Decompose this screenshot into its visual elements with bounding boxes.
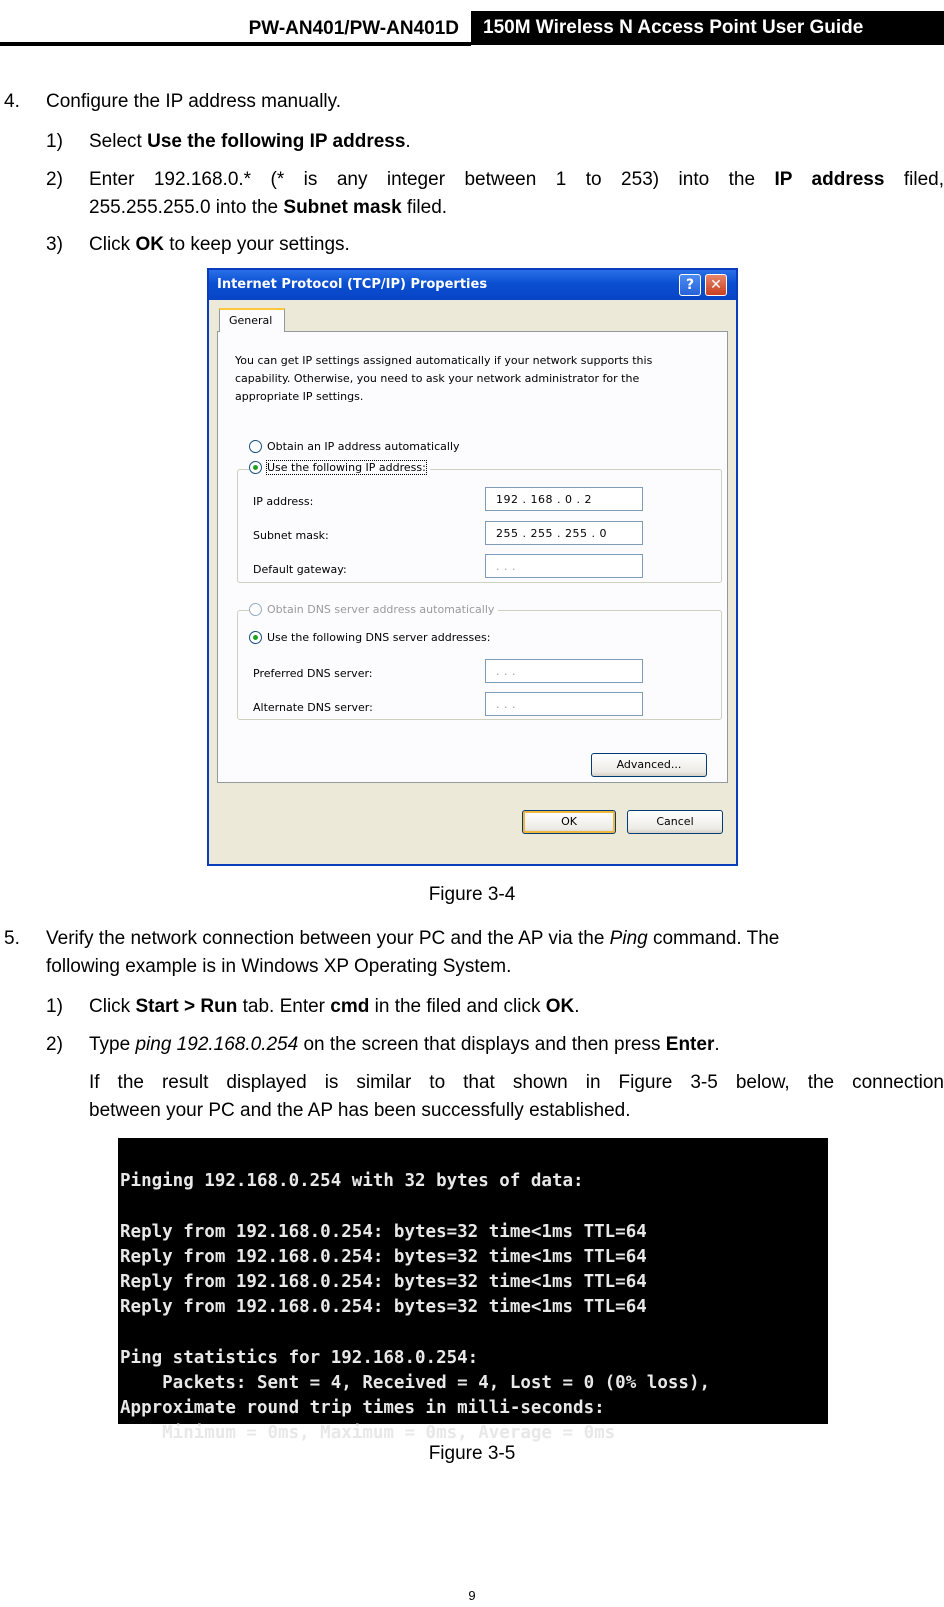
text-run: filed, bbox=[884, 169, 944, 190]
text-run: in the filed and click bbox=[369, 996, 546, 1017]
text-run: . bbox=[714, 1034, 720, 1055]
step-5-number: 5. bbox=[4, 928, 20, 949]
text-bold-run: cmd bbox=[330, 996, 370, 1017]
text-run: . bbox=[405, 131, 411, 152]
text-bold-run: IP address bbox=[774, 169, 885, 190]
default-gateway-field[interactable]: . . . bbox=[485, 554, 643, 578]
step-5-item-2-number: 2) bbox=[46, 1034, 63, 1055]
text-run: Enter 192.168.0.* (* is any integer between 1 to 253) into the bbox=[89, 169, 775, 190]
radio-obtain-dns-auto[interactable] bbox=[249, 603, 498, 616]
radio-selected-icon bbox=[249, 461, 262, 474]
step-4-item-3 bbox=[89, 231, 350, 259]
radio-selected-icon bbox=[249, 631, 262, 644]
radio-use-following-ip[interactable] bbox=[249, 461, 430, 474]
radio-use-following-ip-label: Use the following IP address: bbox=[267, 461, 426, 474]
text-run: 255.255.255.0 into the bbox=[89, 197, 284, 218]
text-run: . bbox=[574, 996, 580, 1017]
text-bold-run: Use the following IP address bbox=[147, 131, 406, 152]
default-gateway-label: Default gateway: bbox=[253, 563, 347, 576]
console-line bbox=[120, 1320, 828, 1345]
alternate-dns-field[interactable]: . . . bbox=[485, 692, 643, 716]
text-run: command. The bbox=[647, 928, 780, 949]
text-bold-run: Enter bbox=[665, 1034, 715, 1055]
step-5-item-2 bbox=[89, 1031, 720, 1059]
console-line bbox=[120, 1194, 828, 1219]
radio-button-icon bbox=[249, 603, 262, 616]
tcpip-properties-dialog bbox=[207, 268, 738, 866]
radio-obtain-ip-auto[interactable] bbox=[249, 440, 460, 453]
step-5-result-line-2: between your PC and the AP has been successfully established. bbox=[89, 1100, 631, 1121]
header-model: PW-AN401/PW-AN401D bbox=[248, 18, 459, 39]
help-icon[interactable]: ? bbox=[679, 274, 701, 296]
dialog-title: Internet Protocol (TCP/IP) Properties bbox=[217, 277, 488, 292]
text-run: Select bbox=[89, 131, 148, 152]
step-5-item-1 bbox=[89, 993, 580, 1021]
text-bold-run: Subnet mask bbox=[283, 197, 402, 218]
text-run: Type bbox=[89, 1034, 136, 1055]
step-4-item-2-line-2 bbox=[89, 194, 447, 222]
radio-obtain-ip-auto-label: Obtain an IP address automatically bbox=[267, 440, 460, 453]
text-bold-run: OK bbox=[545, 996, 575, 1017]
text-run: Verify the network connection between your PC and the AP via the bbox=[46, 928, 610, 949]
advanced-button[interactable]: Advanced... bbox=[591, 753, 707, 777]
console-line: Ping statistics for 192.168.0.254: bbox=[120, 1347, 479, 1368]
header-guide-title: 150M Wireless N Access Point User Guide bbox=[471, 11, 944, 45]
step-5-result-line-1: If the result displayed is similar to that shown in Figure 3-5 below, the connection bbox=[89, 1072, 944, 1093]
close-icon[interactable]: ✕ bbox=[705, 274, 727, 296]
console-line: Reply from 192.168.0.254: bytes=32 time<1ms TTL=64 bbox=[120, 1297, 647, 1318]
radio-use-following-dns[interactable] bbox=[249, 631, 494, 644]
preferred-dns-field[interactable]: . . . bbox=[485, 659, 643, 683]
step-4-item-1-number: 1) bbox=[46, 131, 63, 152]
preferred-dns-label: Preferred DNS server: bbox=[253, 667, 373, 680]
step-5-item-1-number: 1) bbox=[46, 996, 63, 1017]
console-line: Minimum = 0ms, Maximum = 0ms, Average = 0ms bbox=[120, 1423, 616, 1444]
text-italic-run: Ping bbox=[609, 928, 648, 949]
ip-address-field[interactable]: 192 . 168 . 0 . 2 bbox=[485, 487, 643, 511]
step-4-item-1 bbox=[89, 128, 411, 156]
console-line: Reply from 192.168.0.254: bytes=32 time<1ms TTL=64 bbox=[120, 1221, 647, 1242]
ok-button[interactable]: OK bbox=[522, 810, 616, 834]
step-4-item-2-number: 2) bbox=[46, 169, 63, 190]
step-4-number: 4. bbox=[4, 91, 20, 112]
text-italic-run: ping 192.168.0.254 bbox=[135, 1034, 299, 1055]
dialog-intro-text: You can get IP settings assigned automatically if your network supports this capability. Otherwise, you need to ask your network administrator for the appropriate IP settings. bbox=[235, 354, 653, 403]
text-bold-run: OK bbox=[135, 234, 164, 255]
text-run: on the screen that displays and then press bbox=[298, 1034, 666, 1055]
page-header bbox=[0, 11, 944, 45]
step-4-text: Configure the IP address manually. bbox=[46, 91, 342, 112]
dialog-title-bar bbox=[209, 270, 736, 300]
console-line: Pinging 192.168.0.254 with 32 bytes of data: bbox=[120, 1171, 584, 1192]
console-line: Reply from 192.168.0.254: bytes=32 time<1ms TTL=64 bbox=[120, 1246, 647, 1267]
subnet-mask-field[interactable]: 255 . 255 . 255 . 0 bbox=[485, 521, 643, 545]
step-5-line-2: following example is in Windows XP Operating System. bbox=[46, 956, 512, 977]
console-line: Approximate round trip times in milli-seconds: bbox=[120, 1398, 605, 1419]
text-run: tab. Enter bbox=[237, 996, 331, 1017]
step-5-line-1 bbox=[46, 925, 779, 953]
ip-address-label: IP address: bbox=[253, 495, 314, 508]
header-rule bbox=[0, 42, 471, 46]
radio-use-following-dns-label: Use the following DNS server addresses: bbox=[267, 631, 491, 644]
tab-general[interactable]: General bbox=[219, 308, 285, 332]
alternate-dns-label: Alternate DNS server: bbox=[253, 701, 373, 714]
subnet-mask-label: Subnet mask: bbox=[253, 529, 329, 542]
figure-caption-3-5: Figure 3-5 bbox=[428, 1443, 516, 1464]
radio-obtain-dns-auto-label: Obtain DNS server address automatically bbox=[267, 603, 495, 616]
ping-console-output bbox=[118, 1138, 828, 1444]
text-run: to keep your settings. bbox=[163, 234, 350, 255]
page-number: 9 bbox=[468, 1588, 476, 1603]
step-4-item-3-number: 3) bbox=[46, 234, 63, 255]
radio-button-icon bbox=[249, 440, 262, 453]
console-line: Reply from 192.168.0.254: bytes=32 time<1ms TTL=64 bbox=[120, 1272, 647, 1293]
step-4-item-2-line-1 bbox=[89, 166, 944, 194]
text-run: filed. bbox=[401, 197, 448, 218]
console-line: Packets: Sent = 4, Received = 4, Lost = 0 (0% loss), bbox=[120, 1372, 711, 1393]
figure-caption-3-4: Figure 3-4 bbox=[428, 884, 516, 905]
cancel-button[interactable]: Cancel bbox=[627, 810, 723, 834]
step-4 bbox=[4, 88, 20, 116]
text-run: Click bbox=[89, 996, 136, 1017]
text-run: Click bbox=[89, 234, 136, 255]
text-bold-run: Start > Run bbox=[135, 996, 238, 1017]
